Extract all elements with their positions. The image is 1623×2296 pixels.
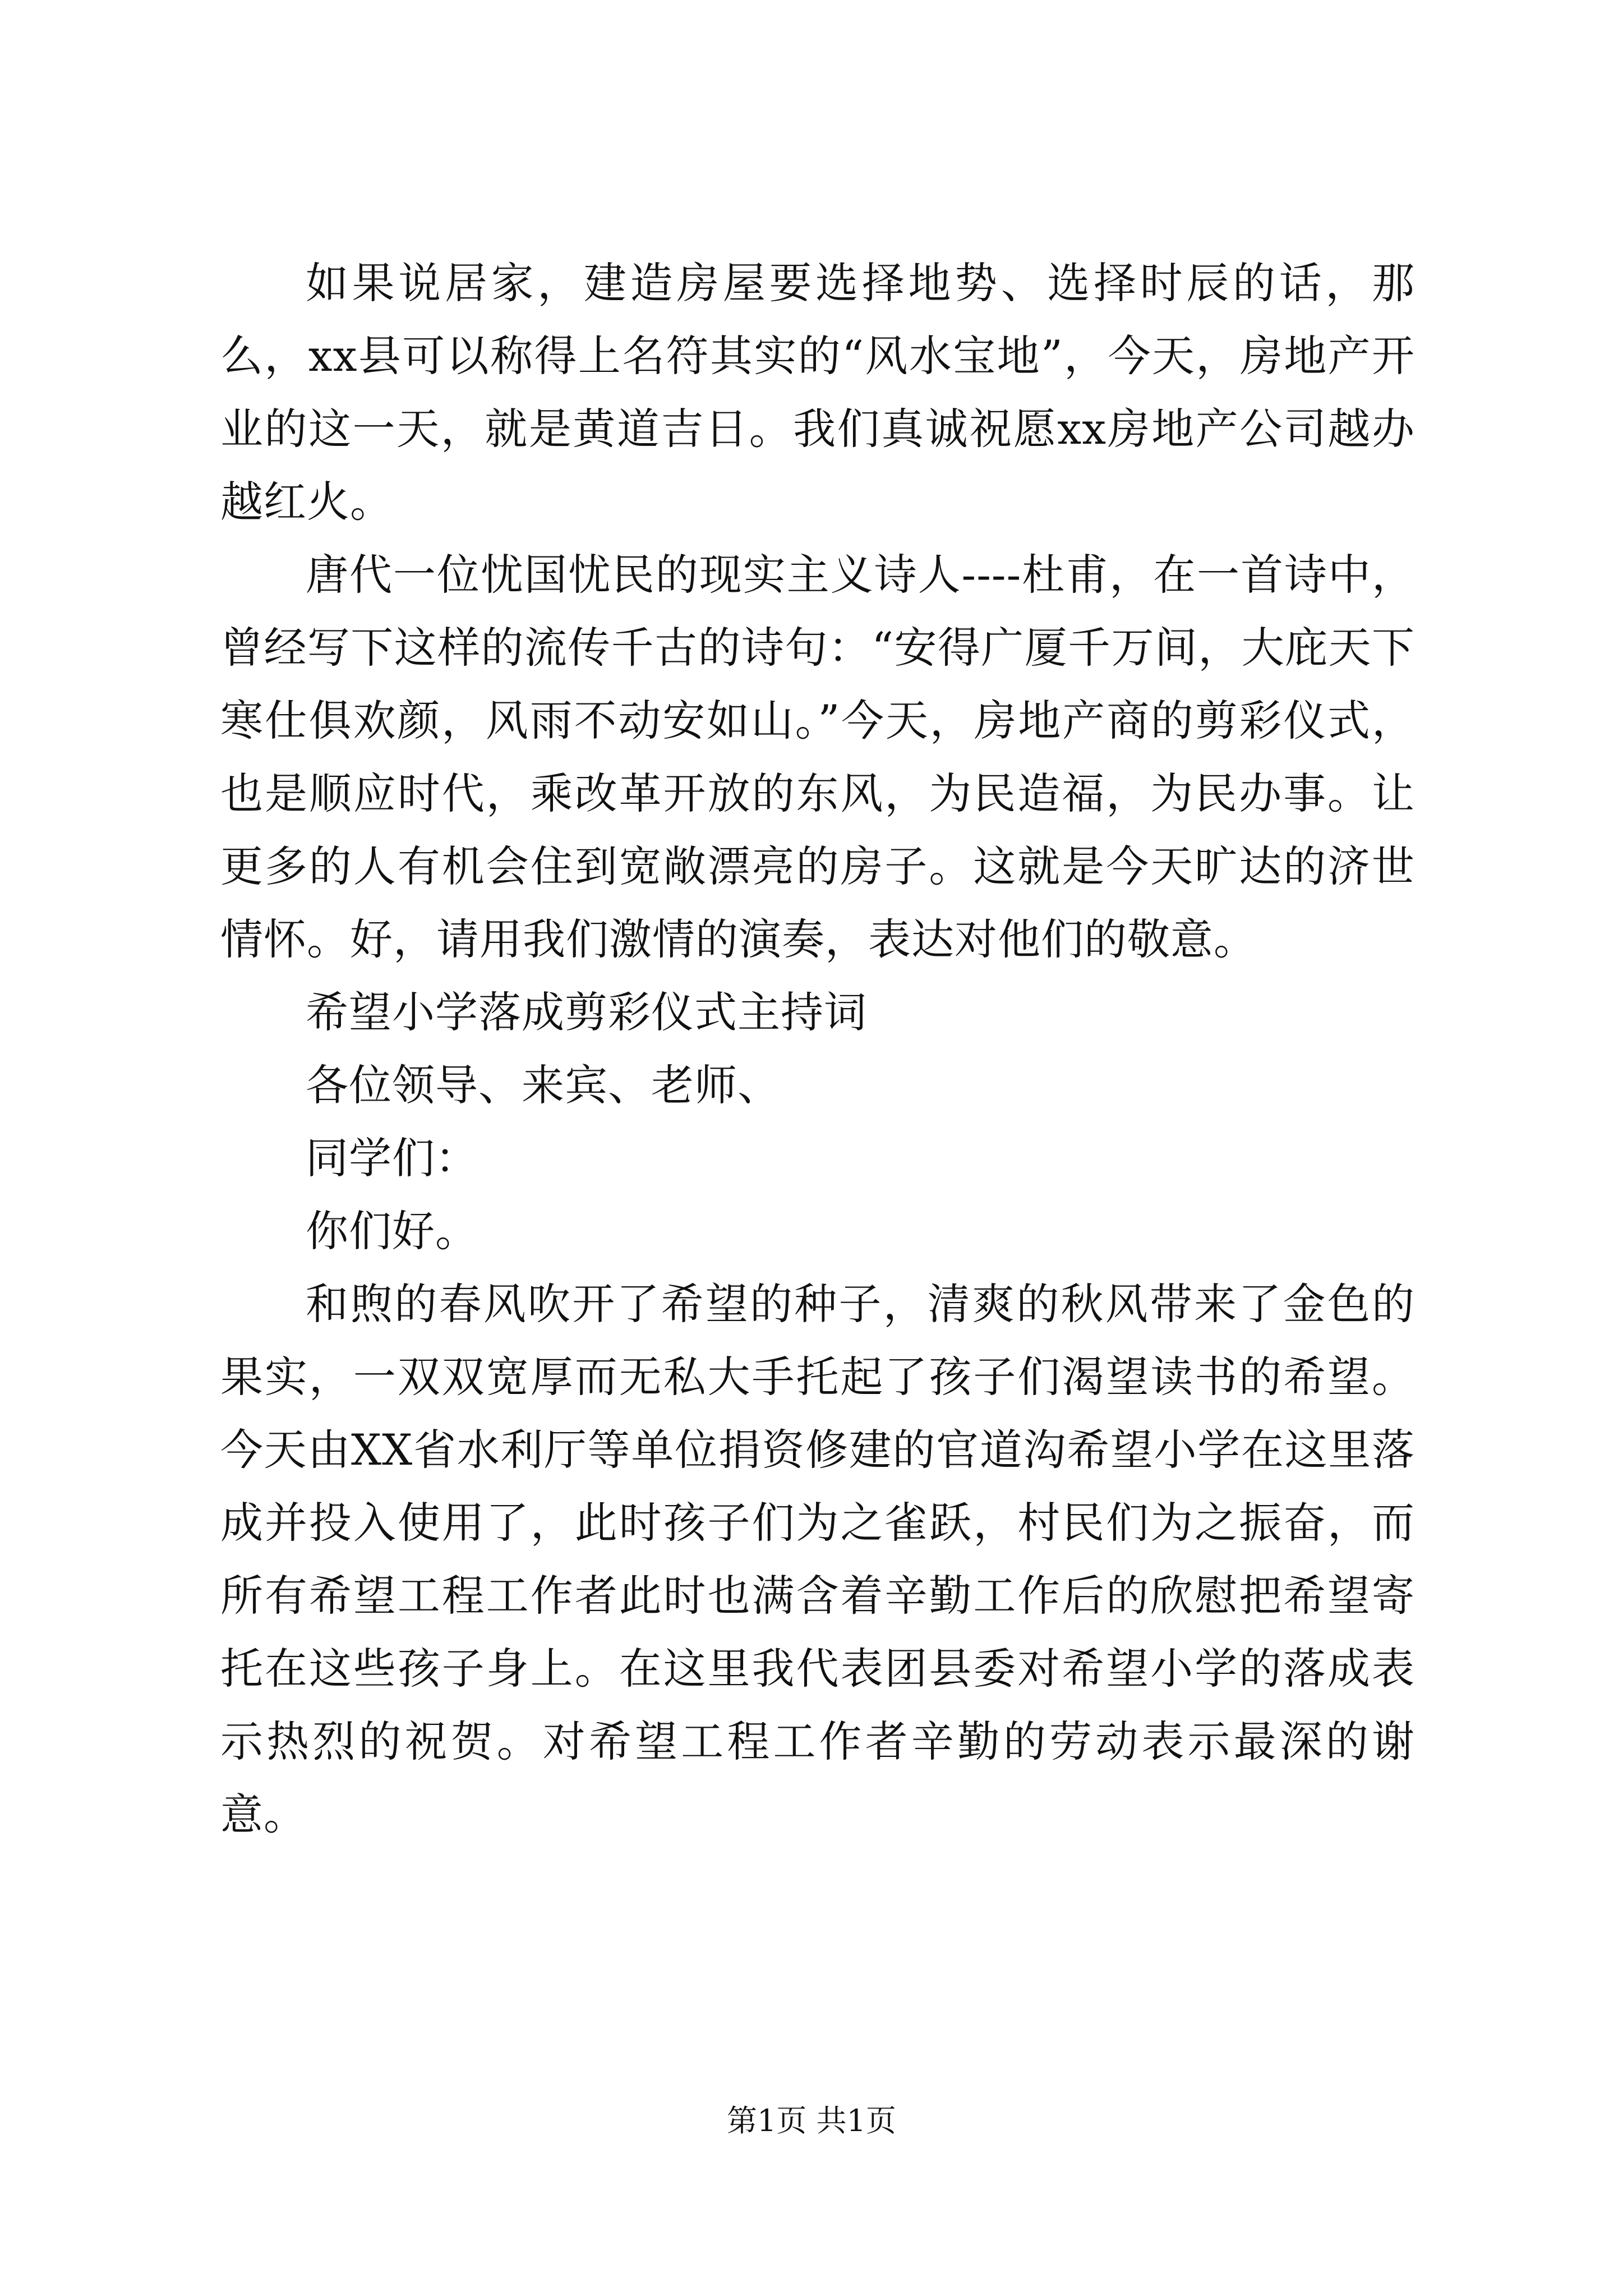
greeting-line-1: 各位领导、来宾、老师、 <box>306 1060 781 1110</box>
greeting-line-3: 你们好。 <box>306 1206 478 1256</box>
paragraph-hope-school: 和煦的春风吹开了希望的种子，清爽的秋风带来了金色的果实，一双双宽厚而无私大手托起了孩子们渴望读书的希望。今天由XX省水利厅等单位捐资修建的官道沟希望小学在这里落成并投入使用了，此时孩子们为之雀跃，村民们为之振奋，而所有希望工程工作者此时也满含着辛勤工作后的欣慰把希望寄托在这些孩子身上。在这里我代表团县委对希望小学的落成表示热烈的祝贺。对希望工程工作者辛勤的劳动表示最深的谢意。 <box>220 1279 1415 1839</box>
section-title: 希望小学落成剪彩仪式主持词 <box>306 987 867 1037</box>
paragraph-feng-shui: 如果说居家，建造房屋要选择地势、选择时辰的话，那么，xx县可以称得上名符其实的“风水宝地”，今天，房地产开业的这一天，就是黄道吉日。我们真诚祝愿xx房地产公司越办越红火。 <box>220 258 1415 527</box>
page-footer: 第1页 共1页 <box>727 2103 896 2138</box>
paragraph-du-fu-poem: 唐代一位忧国忧民的现实主义诗人----杜甫，在一首诗中，曾经写下这样的流传千古的诗句：“安得广厦千万间，大庇天下寒仕俱欢颜，风雨不动安如山。”今天，房地产商的剪彩仪式，也是顺应时代，乘改革开放的东风，为民造福，为民办事。让更多的人有机会住到宽敞漂亮的房子。这就是今天旷达的济世情怀。好，请用我们激情的演奏，表达对他们的敬意。 <box>220 550 1415 964</box>
greeting-line-2: 同学们： <box>306 1133 478 1183</box>
document-body <box>220 247 1415 1851</box>
